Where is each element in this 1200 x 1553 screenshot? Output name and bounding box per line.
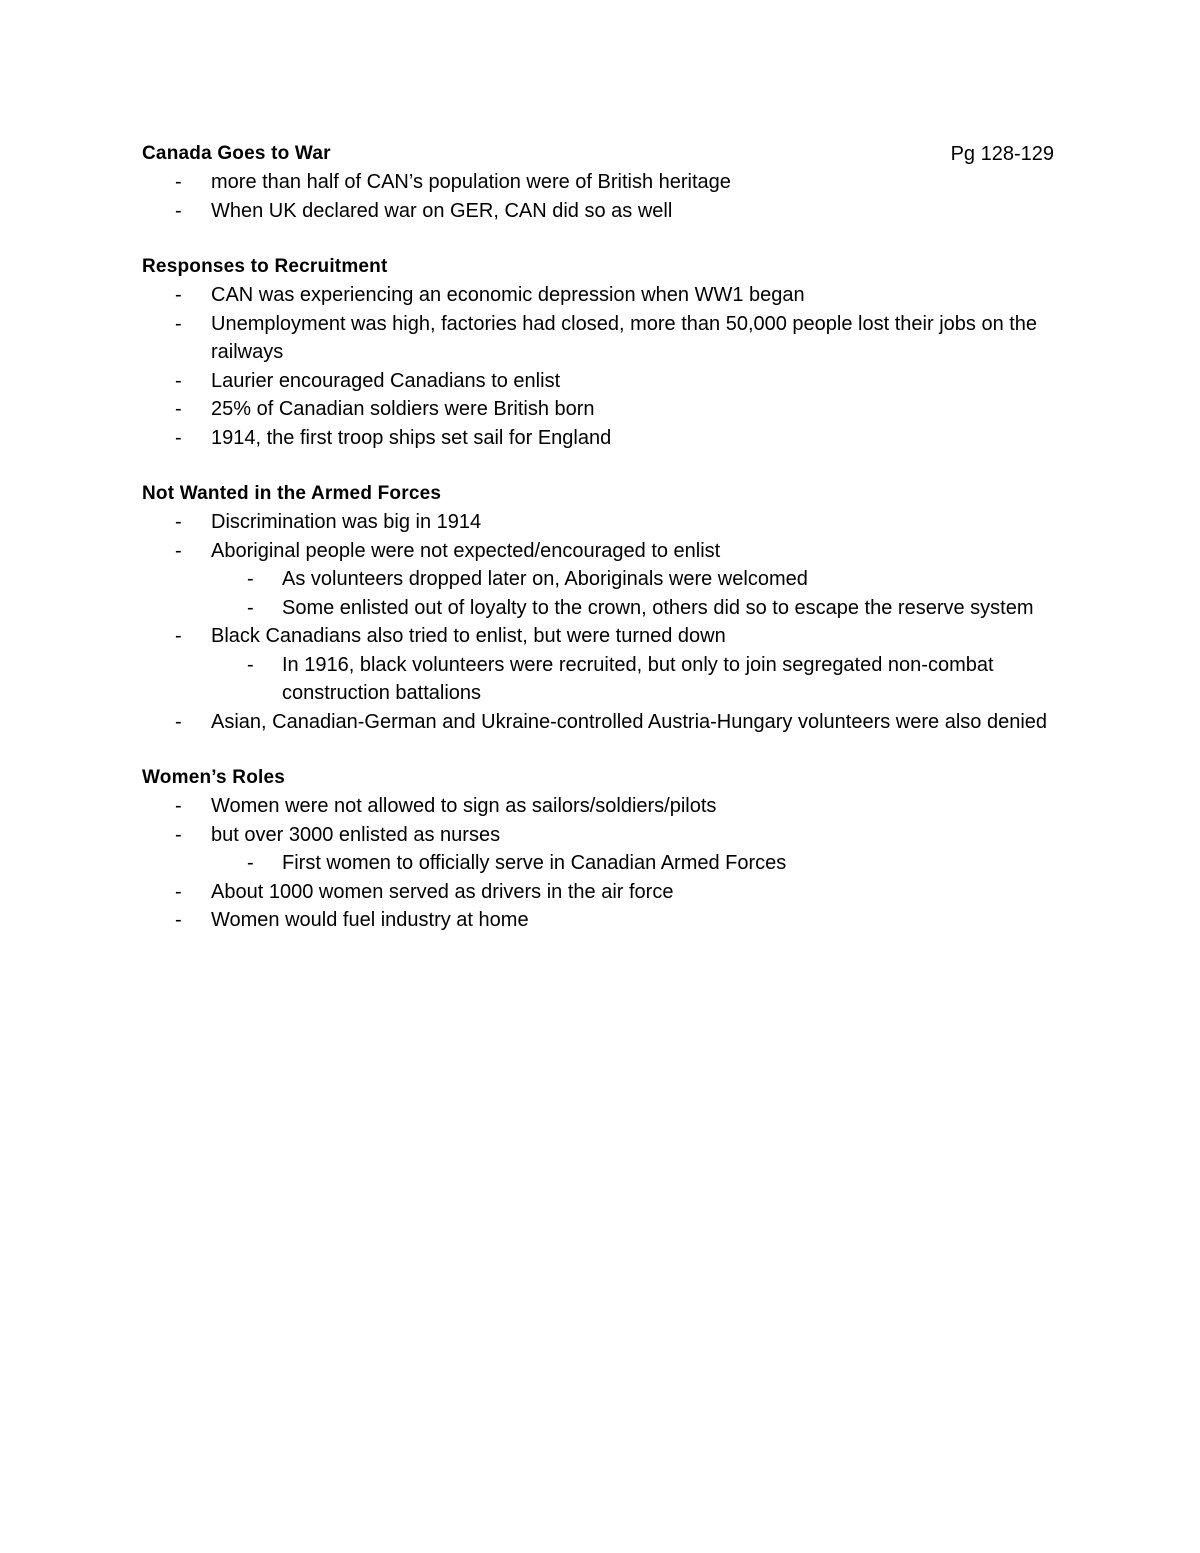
list-item-text: Asian, Canadian-German and Ukraine-controlled Austria-Hungary volunteers were also denied (211, 710, 1048, 733)
dash-bullet-icon: - (175, 511, 182, 533)
dash-bullet-icon: - (175, 880, 182, 903)
bullet-list (142, 792, 1054, 935)
sub-list-item (142, 651, 1054, 708)
list-item (142, 537, 1054, 566)
list-item-text: Black Canadians also tried to enlist, but were turned down (211, 625, 726, 647)
dash-bullet-icon: - (247, 653, 254, 676)
dash-bullet-icon: - (175, 312, 182, 335)
list-item-text: Laurier encouraged Canadians to enlist (211, 369, 561, 392)
dash-bullet-icon: - (175, 426, 182, 449)
dash-bullet-icon: - (175, 823, 182, 846)
list-item-text: As volunteers dropped later on, Aboriginals were welcomed (282, 568, 808, 590)
list-item-text: Some enlisted out of loyalty to the crown, others did so to escape the reserve system (282, 596, 1034, 619)
list-item-text: First women to officially serve in Canadian Armed Forces (282, 852, 787, 874)
list-item (142, 821, 1054, 850)
list-item (142, 424, 1054, 453)
list-item-text: In 1916, black volunteers were recruited, but only to join segregated non-combat construction battalions (282, 653, 994, 704)
list-item (142, 395, 1054, 424)
dash-bullet-icon: - (175, 625, 182, 647)
section (142, 140, 1054, 225)
list-item-text: Women were not allowed to sign as sailors/soldiers/pilots (211, 795, 717, 817)
list-item-text: 1914, the first troop ships set sail for England (211, 426, 612, 449)
section-header (142, 480, 1054, 508)
list-item-text: Women would fuel industry at home (211, 909, 529, 931)
section-header (142, 253, 1054, 281)
list-item (142, 197, 1054, 226)
section-header (142, 140, 1054, 168)
list-item-text: more than half of CAN’s population were of British heritage (211, 171, 731, 193)
list-item (142, 622, 1054, 651)
dash-bullet-icon: - (247, 596, 254, 619)
dash-bullet-icon: - (175, 171, 182, 193)
sub-list-item (142, 849, 1054, 878)
list-item (142, 168, 1054, 197)
sub-list-item (142, 594, 1054, 623)
section (142, 480, 1054, 736)
list-item-text: but over 3000 enlisted as nurses (211, 823, 501, 846)
dash-bullet-icon: - (175, 199, 182, 222)
dash-bullet-icon: - (175, 398, 182, 420)
list-item (142, 508, 1054, 537)
sub-list-item (142, 565, 1054, 594)
list-item (142, 310, 1054, 367)
list-item (142, 906, 1054, 935)
section-title: Canada Goes to War (142, 143, 331, 164)
page-reference: Pg 128-129 (950, 143, 1054, 165)
list-item-text: CAN was experiencing an economic depression when WW1 began (211, 284, 805, 306)
list-item (142, 367, 1054, 396)
list-item (142, 281, 1054, 310)
bullet-list (142, 508, 1054, 736)
section-title: Women’s Roles (142, 767, 286, 788)
list-item-text: About 1000 women served as drivers in the air force (211, 880, 674, 903)
section-header (142, 764, 1054, 792)
list-item (142, 708, 1054, 737)
section (142, 253, 1054, 452)
dash-bullet-icon: - (247, 852, 254, 874)
dash-bullet-icon: - (247, 568, 254, 590)
section-title: Responses to Recruitment (142, 256, 388, 277)
list-item-text: Discrimination was big in 1914 (211, 511, 482, 533)
list-item-text: When UK declared war on GER, CAN did so as well (211, 199, 673, 222)
section (142, 764, 1054, 935)
dash-bullet-icon: - (175, 284, 182, 306)
bullet-list (142, 281, 1054, 452)
dash-bullet-icon: - (175, 369, 182, 392)
dash-bullet-icon: - (175, 710, 182, 733)
dash-bullet-icon: - (175, 539, 182, 562)
document-body (142, 140, 1054, 963)
list-item-text: Unemployment was high, factories had closed, more than 50,000 people lost their jobs on the railways (211, 312, 1038, 363)
dash-bullet-icon: - (175, 795, 182, 817)
list-item (142, 878, 1054, 907)
list-item (142, 792, 1054, 821)
list-item-text: 25% of Canadian soldiers were British born (211, 398, 595, 420)
section-title: Not Wanted in the Armed Forces (142, 483, 442, 504)
bullet-list (142, 168, 1054, 225)
list-item-text: Aboriginal people were not expected/encouraged to enlist (211, 539, 721, 562)
dash-bullet-icon: - (175, 909, 182, 931)
